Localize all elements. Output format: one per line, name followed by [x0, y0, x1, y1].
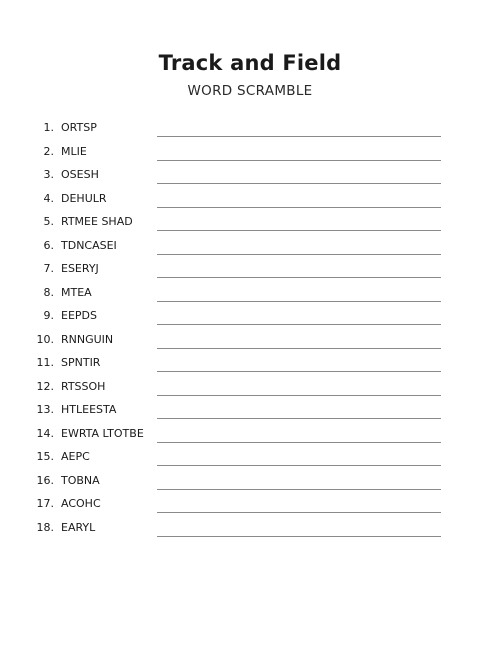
item-number: 15.	[36, 450, 54, 463]
list-item	[0, 330, 500, 354]
item-number: 7.	[43, 262, 54, 275]
answer-line	[157, 418, 441, 419]
answer-line	[157, 160, 441, 161]
answer-line	[157, 277, 441, 278]
list-item	[0, 142, 500, 166]
scrambled-word: ESERYJ	[61, 262, 99, 275]
scrambled-word: EARYL	[61, 520, 96, 534]
list-item	[0, 400, 500, 424]
scrambled-word: MLIE	[61, 144, 87, 158]
item-number: 8.	[43, 285, 54, 299]
scrambled-word: DEHULR	[61, 191, 107, 205]
answer-line	[157, 536, 441, 537]
page-title: Track and Field	[158, 51, 342, 75]
list-item	[0, 236, 500, 260]
scramble-list	[0, 118, 500, 541]
list-item	[0, 259, 500, 283]
answer-line	[157, 371, 441, 372]
scrambled-word: MTEA	[61, 285, 92, 299]
page-subtitle: WORD SCRAMBLE	[187, 83, 313, 99]
item-number: 11.	[36, 356, 54, 369]
item-number: 17.	[36, 497, 54, 510]
scrambled-word: RTMEE SHAD	[61, 215, 133, 228]
scrambled-word: SPNTIR	[61, 356, 101, 369]
list-item	[0, 494, 500, 518]
answer-line	[157, 465, 441, 466]
answer-line	[157, 442, 441, 443]
list-item	[0, 424, 500, 448]
list-item	[0, 518, 500, 542]
answer-line	[157, 136, 441, 137]
scrambled-word: ORTSP	[61, 121, 97, 134]
list-item	[0, 212, 500, 236]
scrambled-word: ACOHC	[61, 497, 101, 510]
scrambled-word: AEPC	[61, 450, 90, 463]
item-number: 9.	[43, 309, 54, 322]
scrambled-word: RTSSOH	[61, 379, 106, 393]
item-number: 16.	[36, 473, 54, 487]
item-number: 18.	[36, 520, 54, 534]
scrambled-word: RNNGUIN	[61, 332, 114, 346]
list-item	[0, 165, 500, 189]
list-item	[0, 189, 500, 213]
answer-line	[157, 301, 441, 302]
item-number: 13.	[36, 403, 54, 416]
item-number: 6.	[43, 238, 54, 252]
list-item	[0, 353, 500, 377]
answer-line	[157, 207, 441, 208]
scrambled-word: EWRTA LTOTBE	[61, 426, 144, 440]
list-item	[0, 447, 500, 471]
item-number: 10.	[36, 332, 54, 346]
item-number: 14.	[36, 426, 54, 440]
answer-line	[157, 395, 441, 396]
item-number: 5.	[43, 215, 54, 228]
scrambled-word: HTLEESTA	[61, 403, 117, 416]
list-item	[0, 377, 500, 401]
list-item	[0, 283, 500, 307]
answer-line	[157, 254, 441, 255]
answer-line	[157, 183, 441, 184]
item-number: 3.	[43, 168, 54, 181]
item-number: 4.	[43, 191, 54, 205]
scrambled-word: EEPDS	[61, 309, 97, 322]
answer-line	[157, 324, 441, 325]
item-number: 1.	[43, 121, 54, 134]
scrambled-word: TDNCASEI	[61, 238, 117, 252]
scrambled-word: TOBNA	[61, 473, 100, 487]
list-item	[0, 471, 500, 495]
item-number: 2.	[43, 144, 54, 158]
answer-line	[157, 512, 441, 513]
list-item	[0, 306, 500, 330]
item-number: 12.	[36, 379, 54, 393]
list-item	[0, 118, 500, 142]
answer-line	[157, 489, 441, 490]
answer-line	[157, 230, 441, 231]
scrambled-word: OSESH	[61, 168, 99, 181]
answer-line	[157, 348, 441, 349]
